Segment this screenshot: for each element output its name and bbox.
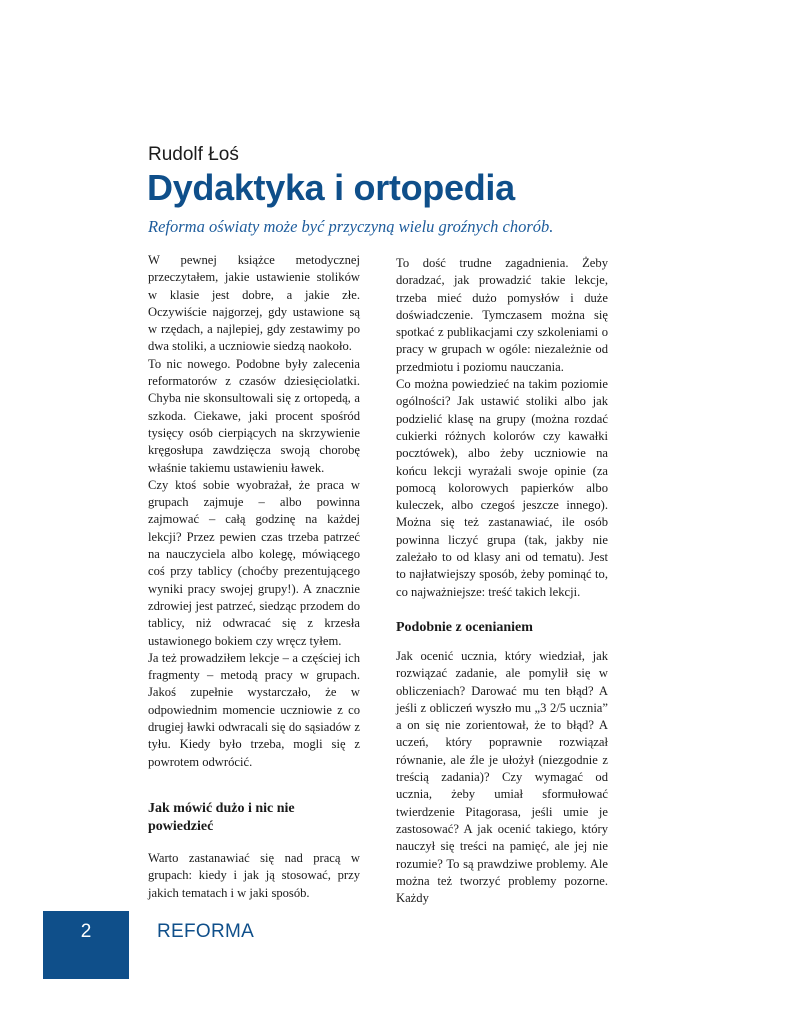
article-title: Dydaktyka i ortopedia bbox=[147, 167, 515, 208]
paragraph: Czy ktoś sobie wyobrażał, że praca w grupach zajmuje – albo powinna zajmować – całą godzinę na każdej lekcji? Przez pewien czas trzeba patrzeć na nauczyciela albo kolegę, mówiącego coś przy tablicy (choćby prezentującego wyniki pracy swojej grupy!). A znacznie zdrowiej jest patrzeć, siedząc przodem do tablicy, niż odwracać się z krzesła ustawionego bokiem czy wręcz tyłem. bbox=[148, 477, 360, 648]
section-label: REFORMA bbox=[157, 921, 255, 942]
right-column bbox=[396, 255, 608, 907]
paragraph: W pewnej książce metodycznej przeczytałem, jakie ustawienie stolików w klasie jest dobre, a jakie złe. Oczywiście najgorzej, gdy ustawione są w rzędach, a najlepiej, gdy zestawimy po dwa stoliki, a uczniowie siedzą naokoło. bbox=[148, 253, 360, 354]
page-number-box bbox=[43, 911, 129, 979]
paragraph: To dość trudne zagadnienia. Żeby doradzać, jak prowadzić takie lekcje, trzeba mieć dużo pomysłów i duże doświadczenie. Tymczasem można się spotkać z publikacjami czy szkoleniami o pracy w grupach w ogóle: niezależnie od przedmiotu i poziomu nauczania. bbox=[396, 256, 608, 374]
article-subtitle: Reforma oświaty może być przyczyną wielu groźnych chorób. bbox=[148, 217, 554, 236]
author-name: Rudolf Łoś bbox=[148, 144, 239, 165]
left-column bbox=[148, 252, 360, 902]
page-number: 2 bbox=[80, 921, 92, 942]
paragraph: Warto zastanawiać się nad pracą w grupach: kiedy i jak ją stosować, przy jakich tematach i w jaki sposób. bbox=[148, 850, 360, 900]
paragraph: Ja też prowadziłem lekcje – a częściej ich fragmenty – metodą pracy w grupach. Jakoś zupełnie wystarczało, że w odpowiednim momencie uczniowie z co drugiej ławki odwracali się do sąsiadów z tyłu. Kiedy było trzeba, mogli się z powrotem odwrócić. bbox=[148, 650, 360, 769]
paragraph: Co można powiedzieć na takim poziomie ogólności? Jak ustawić stoliki albo jak podzielić klasę na grupy (można rozdać cukierki różnych kolorów czy kawałki pocztówek), albo żeby uczniowie na końcu lekcji wyrażali swoje opinie (za pomocą kolorowych papierków albo kuleczek, albo czegoś jeszcze innego). Można się też zastanawiać, ile osób powinna liczyć grupa (tak, jakby nie zależało to od klasy ani od tematu). Jest to najłatwiejszy sposób, żeby pominąć to, co najważniejsze: treść takich lekcji. bbox=[396, 377, 608, 599]
section-heading: Jak mówić dużo i nic nie powiedzieć bbox=[148, 800, 295, 834]
paragraph: Jak ocenić ucznia, który wiedział, jak rozwiązać zadanie, ale pomylił się w obliczeniach? Darować mu ten błąd? A jeśli z obliczeń wyszło mu „3 2/5 ucznia” a on się nie zorientował, że to błąd? A uczeń, który poprawnie rozwiązał równanie, ale źle je ułożył (niezgodnie z treścią zadania)? Czy wymagać od ucznia, żeby umiał sformułować twierdzenie Pitagorasa, jeśli umie je zastosować? A jak ocenić takiego, który nauczył się treści na pamięć, ale jej nie rozumie? To są prawdziwe problemy. Ale można też tworzyć problemy pozorne. Każdy bbox=[396, 648, 608, 906]
paragraph: To nic nowego. Podobne były zalecenia reformatorów z czasów dziesięciolatki. Chyba nie skonsultowali się z ortopedą, a szkoda. Ciekawe, jaki procent spośród tysięcy osób cierpiących na skrzywienie kręgosłupa zawdzięcza swoją chorobę właśnie takiemu ustawieniu ławek. bbox=[148, 356, 360, 475]
section-heading: Podobnie z ocenianiem bbox=[396, 619, 533, 635]
